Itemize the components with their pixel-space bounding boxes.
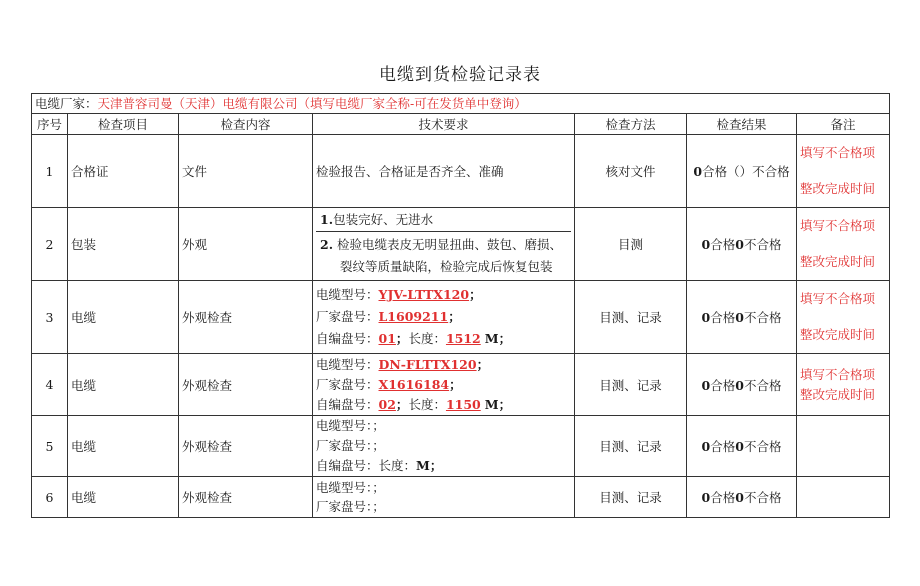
- cable-model-line: 电缆型号：DN-FLTTX120；: [316, 356, 490, 372]
- row-result[interactable]: 0合格0不合格: [687, 416, 797, 477]
- row-tech: [313, 208, 575, 281]
- length-value[interactable]: 1150: [445, 396, 481, 412]
- cable-model-value[interactable]: DN-FLTTX120: [378, 356, 477, 372]
- cable-model-line: 电缆型号：YJV-LTTX120；: [316, 287, 482, 302]
- self-reel-value[interactable]: 01: [378, 331, 396, 346]
- tech-line: 2. 检验电缆表皮无明显扭曲、鼓包、磨损、 裂纹等质量缺陷，检验完成后恢复包装: [320, 236, 563, 274]
- reel-line: 厂家盘号：X1616184；: [316, 376, 462, 392]
- row-no: 3: [32, 281, 68, 354]
- manufacturer-row: [32, 94, 890, 114]
- row-no: 6: [32, 477, 68, 518]
- table-row: [32, 208, 890, 281]
- self-reel-line: 自编盘号：02；长度：1150 M；: [316, 396, 512, 412]
- table-row: [32, 281, 890, 354]
- row-tech[interactable]: [313, 416, 575, 477]
- form-title: 电缆到货检验记录表: [379, 65, 541, 85]
- row-result[interactable]: 0合格0不合格: [687, 354, 797, 416]
- row-item: 电缆: [68, 281, 179, 354]
- row-method: 目测、记录: [575, 354, 687, 416]
- row-content: 外观检查: [179, 477, 313, 518]
- reel-line: 厂家盘号：；: [316, 499, 385, 514]
- self-reel-line: 自编盘号：01；长度：1512 M；: [316, 331, 512, 346]
- row-note[interactable]: [797, 477, 890, 518]
- row-tech: 检验报告、合格证是否齐全、准确: [313, 135, 575, 208]
- row-content: 外观检查: [179, 354, 313, 416]
- table-row: [32, 477, 890, 518]
- header-item: 检查项目: [68, 114, 179, 135]
- row-item: 包装: [68, 208, 179, 281]
- table-row: [32, 354, 890, 416]
- header-method: 检查方法: [575, 114, 687, 135]
- row-no: 4: [32, 354, 68, 416]
- row-method: 目测、记录: [575, 281, 687, 354]
- row-method: 目测、记录: [575, 477, 687, 518]
- row-result[interactable]: 0合格0不合格: [687, 208, 797, 281]
- row-content: 外观检查: [179, 416, 313, 477]
- row-note[interactable]: [797, 135, 890, 208]
- row-note[interactable]: 填写不合格项 整改完成时间: [797, 281, 890, 354]
- row-no: 2: [32, 208, 68, 281]
- row-result[interactable]: 0合格0不合格: [687, 477, 797, 518]
- row-method: 目测、记录: [575, 416, 687, 477]
- row-tech: [313, 281, 575, 354]
- self-reel-value[interactable]: 02: [378, 396, 396, 412]
- inspection-table: [31, 93, 890, 518]
- result-zero: 0: [693, 164, 703, 179]
- reel-line: 厂家盘号：；: [316, 438, 385, 453]
- row-content: 外观: [179, 208, 313, 281]
- row-no: 1: [32, 135, 68, 208]
- header-note: 备注: [797, 114, 890, 135]
- row-tech[interactable]: [313, 477, 575, 518]
- row-result[interactable]: 0合格0不合格: [687, 281, 797, 354]
- row-tech: [313, 354, 575, 416]
- row-note[interactable]: 填写不合格项 整改完成时间: [797, 208, 890, 281]
- header-no: 序号: [32, 114, 68, 135]
- header-result: 检查结果: [687, 114, 797, 135]
- reel-line: 厂家盘号：L1609211；: [316, 309, 461, 324]
- header-row: [32, 114, 890, 135]
- row-no: 5: [32, 416, 68, 477]
- row-content: 文件: [179, 135, 313, 208]
- row-item: 电缆: [68, 477, 179, 518]
- row-item: 合格证: [68, 135, 179, 208]
- self-reel-line: 自编盘号：长度：M；: [316, 458, 443, 473]
- reel-value[interactable]: L1609211: [378, 309, 449, 324]
- header-tech: 技术要求: [313, 114, 575, 135]
- reel-value[interactable]: X1616184: [378, 376, 450, 392]
- table-row: [32, 135, 890, 208]
- length-value[interactable]: 1512: [445, 331, 481, 346]
- manufacturer-value[interactable]: 天津普容司曼（天津）电缆有限公司（填写电缆厂家全称-可在发货单中登询）: [97, 95, 527, 111]
- row-method: 目测: [575, 208, 687, 281]
- cable-model-line: 电缆型号：；: [316, 418, 385, 433]
- cable-model-value[interactable]: YJV-LTTX120: [378, 287, 470, 302]
- note-line: 填写不合格项: [800, 145, 876, 160]
- header-content: 检查内容: [179, 114, 313, 135]
- manufacturer-label: 电缆厂家：: [35, 95, 98, 111]
- manufacturer-cell: [32, 94, 890, 114]
- row-item: 电缆: [68, 354, 179, 416]
- row-method: 核对文件: [575, 135, 687, 208]
- note-line: 整改完成时间: [800, 181, 876, 196]
- row-note[interactable]: 填写不合格项 整改完成时间: [797, 354, 890, 416]
- row-item: 电缆: [68, 416, 179, 477]
- row-content: 外观检查: [179, 281, 313, 354]
- table-row: [32, 416, 890, 477]
- row-result[interactable]: [687, 135, 797, 208]
- cable-model-line: 电缆型号：；: [316, 480, 385, 495]
- result-text: 合格（）不合格: [702, 164, 790, 179]
- tech-line: 1.包装完好、无进水: [316, 209, 571, 232]
- row-note[interactable]: [797, 416, 890, 477]
